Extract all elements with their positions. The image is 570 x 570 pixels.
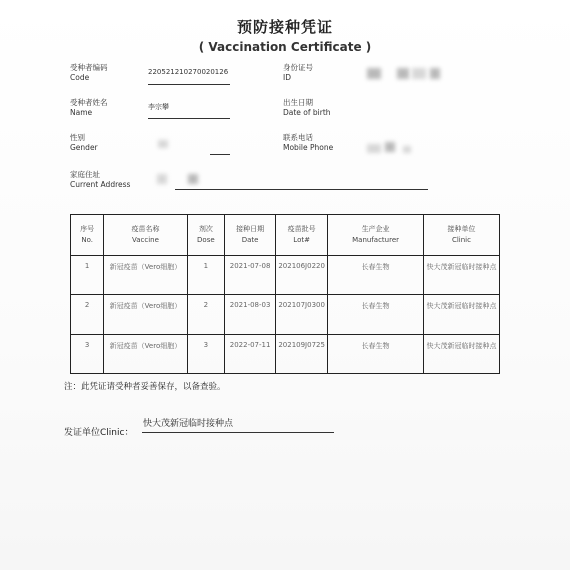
table-row — [71, 256, 500, 295]
phone-label: 联系电话 Mobile Phone — [283, 133, 334, 152]
address-redacted — [157, 174, 167, 184]
code-value: 220521210270020126 — [148, 68, 229, 76]
issuer-label: 发证单位Clinic： — [64, 428, 134, 438]
cell-date: 2021-07-08 — [225, 256, 276, 295]
name-value: 李宗攀 — [148, 103, 169, 111]
table-header-row — [71, 215, 500, 256]
table-row — [71, 334, 500, 373]
cell-no: 1 — [71, 256, 104, 295]
cell-lot: 202106J0220 — [276, 256, 328, 295]
cell-manufacturer: 长春生物 — [328, 256, 424, 295]
issuer-value: 快大茂新冠临时接种点 — [143, 419, 234, 429]
address-label: 家庭住址 Current Address — [70, 170, 131, 189]
name-underline — [148, 118, 230, 119]
cell-lot: 202109J0725 — [276, 334, 328, 373]
id-redacted — [367, 68, 381, 79]
cell-vaccine: 新冠疫苗（Vero细胞） — [104, 295, 187, 334]
cell-no: 3 — [71, 334, 104, 373]
header-manufacturer: 生产企业 Manufacturer — [328, 215, 424, 256]
cell-lot: 202107J0300 — [276, 295, 328, 334]
cell-vaccine: 新冠疫苗（Vero细胞） — [104, 334, 187, 373]
cell-dose: 2 — [187, 295, 224, 334]
cell-manufacturer: 长春生物 — [328, 334, 424, 373]
document-title: 预防接种凭证 — [236, 18, 333, 36]
phone-redacted — [367, 144, 381, 153]
cell-vaccine: 新冠疫苗（Vero细胞） — [104, 256, 187, 295]
cell-clinic: 快大茂新冠临时接种点 — [423, 256, 499, 295]
vaccination-table — [70, 214, 500, 374]
gender-redacted — [158, 140, 168, 148]
gender-label: 性别 Gender — [70, 133, 98, 152]
table-row — [71, 295, 500, 334]
document-subtitle: ( Vaccination Certificate ) — [198, 40, 372, 54]
cell-date: 2021-08-03 — [225, 295, 276, 334]
cell-dose: 1 — [187, 256, 224, 295]
dob-label: 出生日期 Date of birth — [283, 98, 331, 117]
issuer-underline — [142, 432, 334, 433]
cell-manufacturer: 长春生物 — [328, 295, 424, 334]
cell-dose: 3 — [187, 334, 224, 373]
storage-note: 注：此凭证请受种者妥善保存，以备查验。 — [64, 382, 226, 392]
id-redacted — [412, 68, 426, 79]
id-redacted — [397, 68, 409, 79]
phone-redacted — [403, 146, 411, 153]
code-label: 受种者编码 Code — [70, 63, 108, 82]
header-date: 接种日期 Date — [225, 215, 276, 256]
cell-no: 2 — [71, 295, 104, 334]
phone-redacted — [385, 142, 395, 152]
name-label: 受种者姓名 Name — [70, 98, 108, 117]
address-underline — [175, 189, 428, 190]
header-clinic: 接种单位 Clinic — [423, 215, 499, 256]
header-lot: 疫苗批号 Lot# — [276, 215, 328, 256]
code-underline — [148, 84, 230, 85]
header-vaccine: 疫苗名称 Vaccine — [104, 215, 187, 256]
address-redacted — [188, 174, 198, 184]
cell-clinic: 快大茂新冠临时接种点 — [423, 334, 499, 373]
gender-underline — [210, 154, 230, 155]
id-label: 身份证号 ID — [283, 63, 313, 82]
header-dose: 剂次 Dose — [187, 215, 224, 256]
cell-clinic: 快大茂新冠临时接种点 — [423, 295, 499, 334]
header-no: 序号 No. — [71, 215, 104, 256]
cell-date: 2022-07-11 — [225, 334, 276, 373]
id-redacted — [430, 68, 440, 79]
